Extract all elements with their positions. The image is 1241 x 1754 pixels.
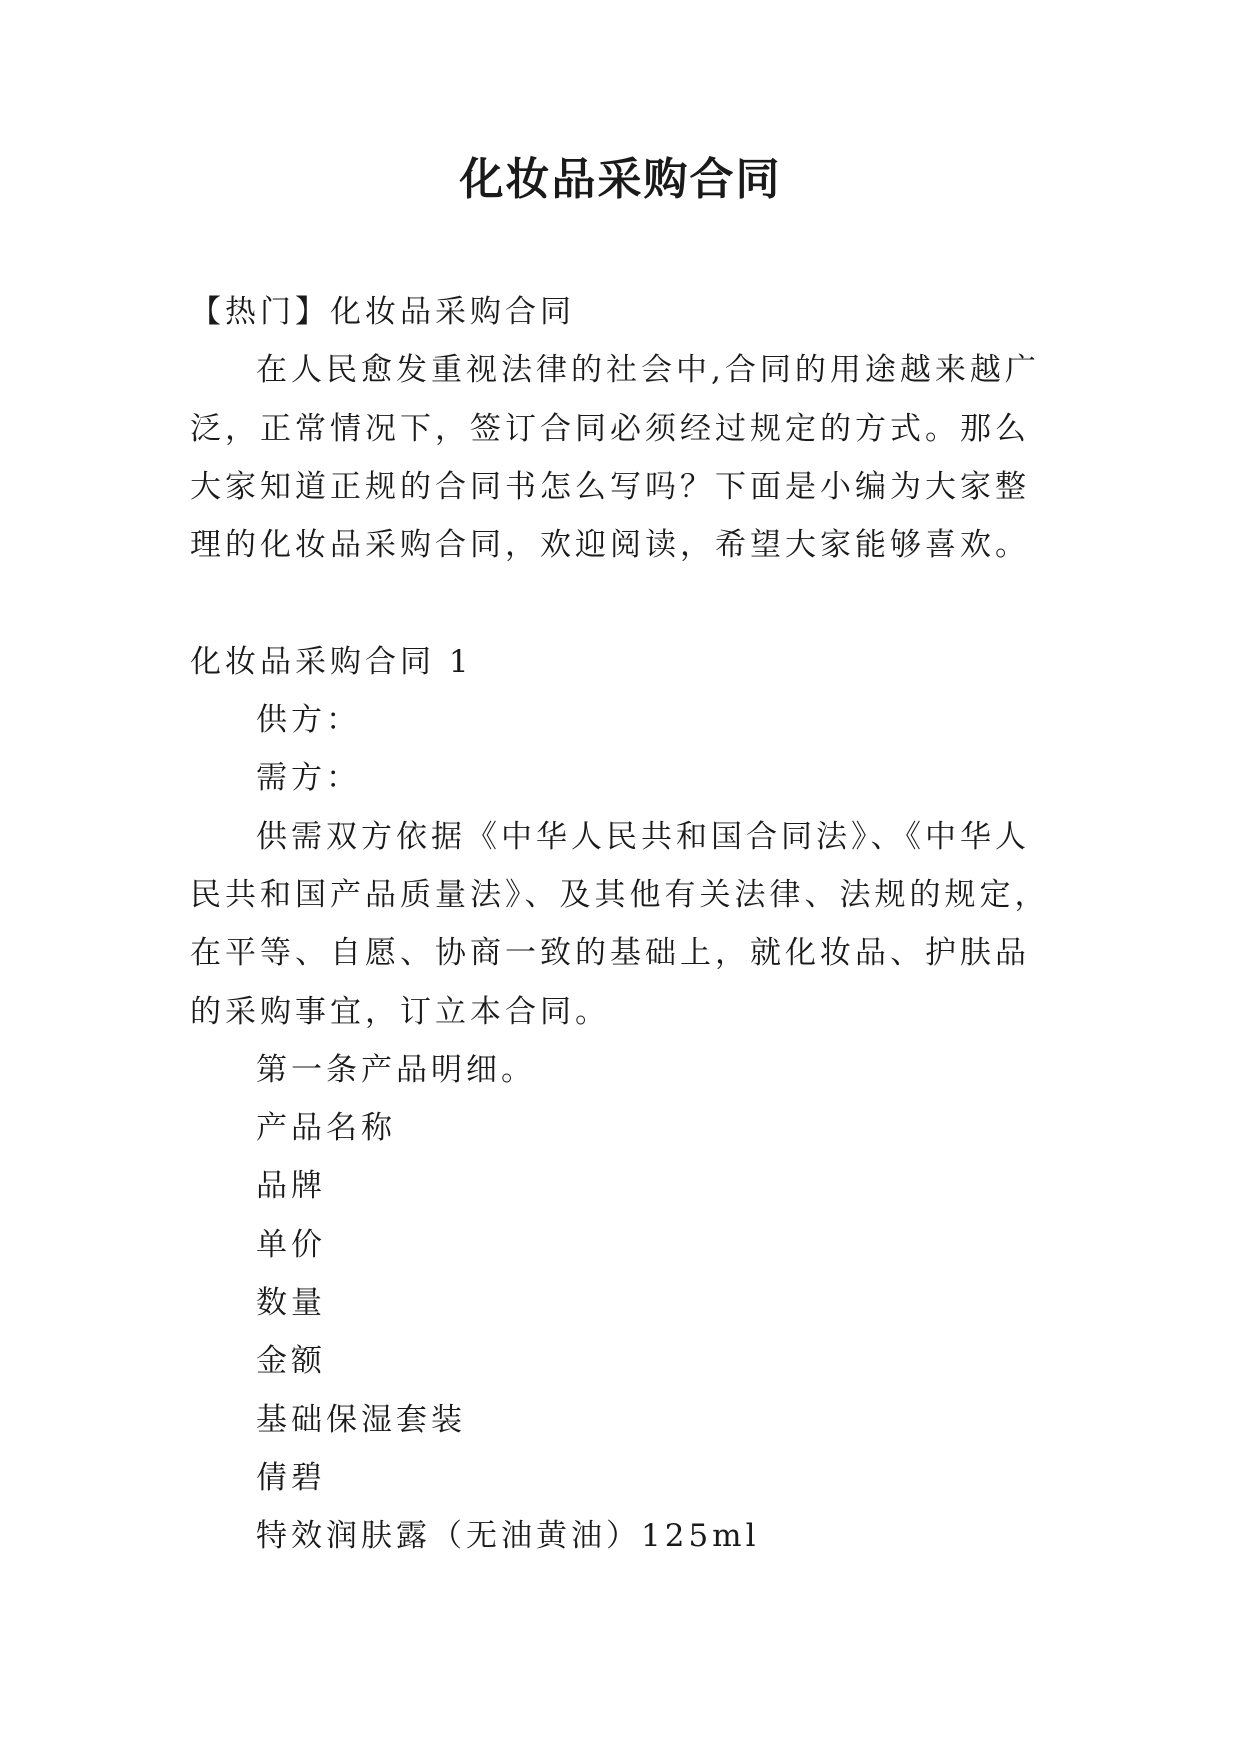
- article-one-heading: 第一条产品明细。: [256, 1051, 536, 1088]
- list-item: 特效润肤露（无油黄油）125ml: [256, 1518, 760, 1555]
- intro-paragraph: 在人民愈发重视法律的社会中,合同的用途越来越广泛，正常情况下，签订合同必须经过规定的方式。那么大家知道正规的合同书怎么写吗？下面是小编为大家整理的化妆品采购合同，欢迎阅读，希望大家能够喜欢。: [190, 352, 1040, 564]
- document-title: 化妆品采购合同: [459, 154, 782, 205]
- supplier-line: 供方：: [256, 702, 361, 739]
- list-item: 倩碧: [256, 1459, 326, 1496]
- list-item: 基础保湿套装: [256, 1401, 466, 1438]
- preamble-paragraph: 供需双方依据《中华人民共和国合同法》、《中华人民共和国产品质量法》、及其他有关法律、法规的规定，在平等、自愿、协商一致的基础上，就化妆品、护肤品的采购事宜，订立本合同。: [190, 818, 1050, 1030]
- list-item: 产品名称: [256, 1110, 396, 1147]
- heading-line: 【热门】化妆品采购合同: [190, 294, 575, 330]
- list-item: 品牌: [256, 1168, 326, 1205]
- list-item: 金额: [256, 1343, 326, 1380]
- document-body: [190, 283, 1052, 1566]
- buyer-line: 需方：: [256, 760, 361, 797]
- section-heading: 化妆品采购合同 1: [190, 643, 473, 680]
- list-item: 数量: [256, 1285, 326, 1322]
- list-item: 单价: [256, 1226, 326, 1263]
- paragraph-gap: [190, 574, 1052, 632]
